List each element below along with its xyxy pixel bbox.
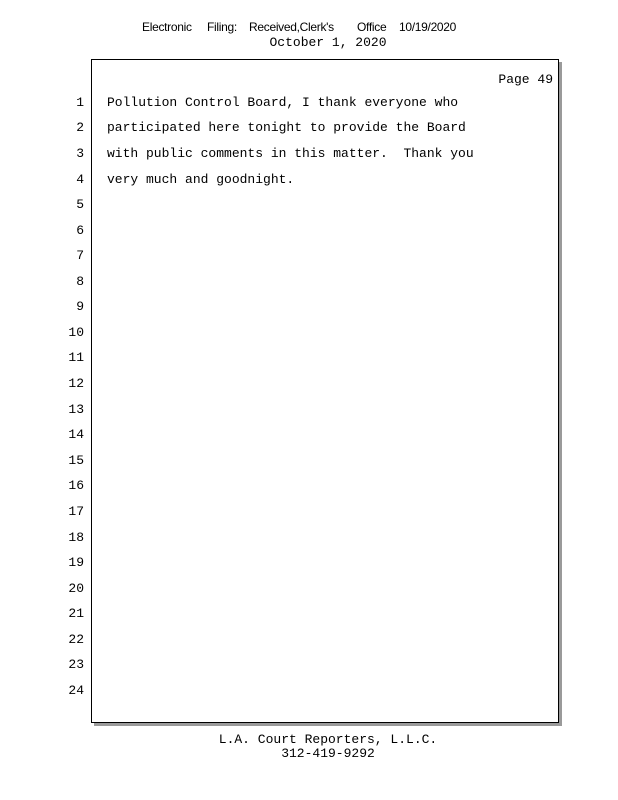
line-number: 1	[76, 95, 84, 110]
line-number: 14	[68, 427, 84, 442]
filing-stamp-word: Office	[357, 20, 387, 34]
line-number: 5	[76, 197, 84, 212]
line-number: 3	[76, 146, 84, 161]
line-number: 18	[68, 530, 84, 545]
line-number: 2	[76, 120, 84, 135]
line-number: 8	[76, 274, 84, 289]
line-number: 23	[68, 657, 84, 672]
line-number: 10	[68, 325, 84, 340]
hearing-date: October 1, 2020	[269, 35, 387, 50]
filing-stamp-word: Electronic	[142, 20, 192, 34]
page-number: Page 49	[498, 72, 553, 87]
line-number: 7	[76, 248, 84, 263]
transcript-line: very much and goodnight.	[107, 172, 295, 187]
line-number: 11	[68, 350, 84, 365]
filing-stamp-word: Filing:	[207, 20, 237, 34]
line-number: 12	[68, 376, 84, 391]
line-number: 17	[68, 504, 84, 519]
line-number: 20	[68, 581, 84, 596]
line-number: 16	[68, 478, 84, 493]
court-reporter-name: L.A. Court Reporters, L.L.C.	[218, 732, 438, 747]
line-number: 24	[68, 683, 84, 698]
filing-stamp-word: Received,Clerk's	[249, 20, 334, 34]
transcript-line: with public comments in this matter. Thank you	[107, 146, 474, 161]
filing-stamp-date: 10/19/2020	[399, 20, 457, 34]
line-number: 6	[76, 223, 84, 238]
line-number: 9	[76, 299, 84, 314]
line-number: 22	[68, 632, 84, 647]
line-number: 19	[68, 555, 84, 570]
transcript-line: participated here tonight to provide the Board	[107, 120, 466, 135]
line-number: 13	[68, 402, 84, 417]
transcript-line: Pollution Control Board, I thank everyone who	[107, 95, 459, 110]
line-number: 21	[68, 606, 84, 621]
court-reporter-phone: 312-419-9292	[281, 746, 375, 761]
line-number: 4	[76, 172, 84, 187]
line-number-column	[0, 0, 85, 720]
line-number: 15	[68, 453, 84, 468]
